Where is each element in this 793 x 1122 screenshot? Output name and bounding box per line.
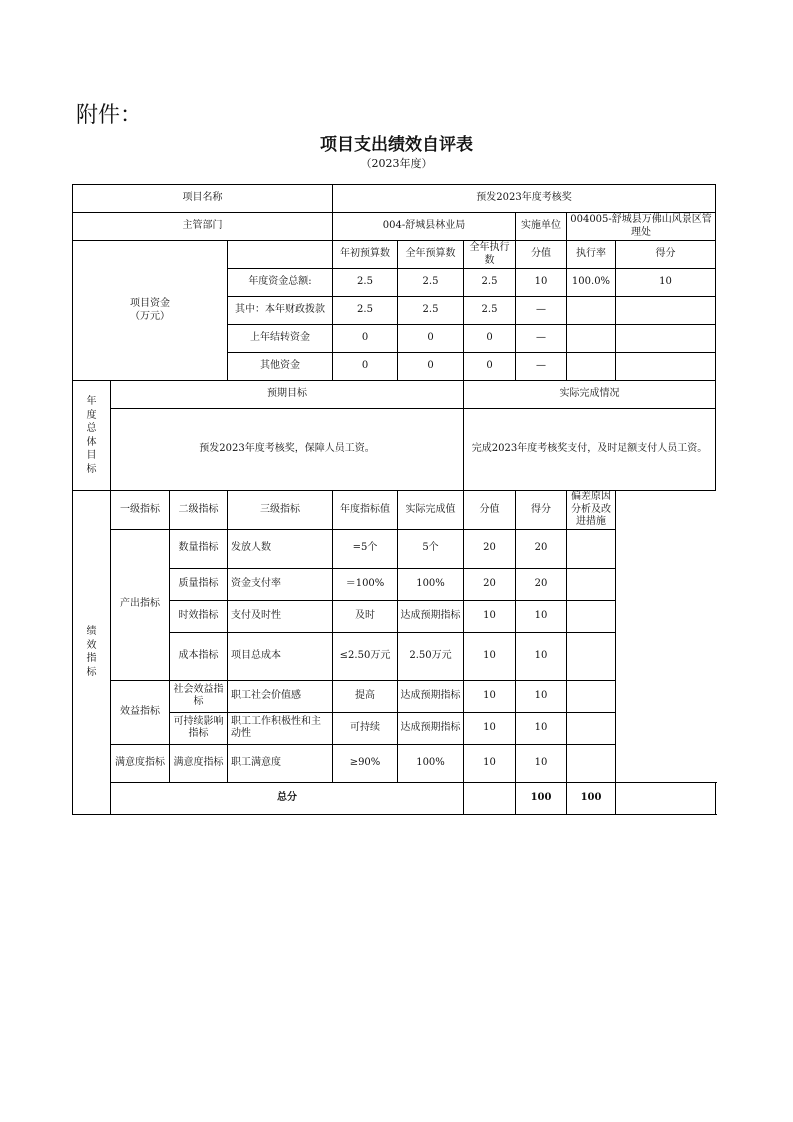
actual-cell: 达成预期指标 xyxy=(398,680,464,712)
target-cell: =5个 xyxy=(333,529,398,568)
dept-label: 主管部门 xyxy=(73,213,333,241)
level1-output: 产出指标 xyxy=(111,529,170,680)
score-cell: 10 xyxy=(516,744,567,782)
funds-header-cell: 全年预算数 xyxy=(398,241,464,269)
indicator-header-cell: 三级指标 xyxy=(228,491,333,530)
target-cell: 提高 xyxy=(333,680,398,712)
level2-cell: 质量指标 xyxy=(170,568,228,600)
actual-cell: 100% xyxy=(398,744,464,782)
funds-header-cell: 得分 xyxy=(616,241,716,269)
level1-satisfaction: 满意度指标 xyxy=(111,744,170,782)
funds-initial: 2.5 xyxy=(333,297,398,325)
note-cell xyxy=(567,680,616,712)
funds-score-value: — xyxy=(516,353,567,381)
indicator-header-cell: 二级指标 xyxy=(170,491,228,530)
funds-header-cell: 年初预算数 xyxy=(333,241,398,269)
actual-goal-text: 完成2023年度考核奖支付，及时足额支付人员工资。 xyxy=(464,409,716,491)
attachment-label: 附件： xyxy=(76,103,143,128)
funds-initial: 0 xyxy=(333,353,398,381)
indicator-row xyxy=(73,680,716,712)
indicator-row xyxy=(73,529,716,568)
indicator-row xyxy=(73,568,716,600)
funds-header-cell: 全年执行数 xyxy=(464,241,516,269)
note-cell xyxy=(567,600,616,632)
funds-executed: 2.5 xyxy=(464,269,516,297)
indicator-row xyxy=(73,632,716,680)
target-cell: ≥90% xyxy=(333,744,398,782)
funds-header-row xyxy=(73,241,716,269)
year-subtitle: （2023年度） xyxy=(360,157,433,170)
expected-goal-text: 预发2023年度考核奖，保障人员工资。 xyxy=(111,409,464,491)
level2-cell: 满意度指标 xyxy=(170,744,228,782)
dept-value: 004-舒城县林业局 xyxy=(333,213,516,241)
expected-goal-label: 预期目标 xyxy=(111,381,464,409)
value-cell: 10 xyxy=(464,744,516,782)
funds-rate xyxy=(567,353,616,381)
note-cell xyxy=(567,712,616,744)
indicator-row xyxy=(73,744,716,782)
funds-executed: 2.5 xyxy=(464,297,516,325)
score-cell: 10 xyxy=(516,680,567,712)
level2-cell: 可持续影响指标 xyxy=(170,712,228,744)
value-cell: 20 xyxy=(464,529,516,568)
funds-annual: 0 xyxy=(398,353,464,381)
level3-cell: 职工工作积极性和主动性 xyxy=(228,712,333,744)
indicator-header-cell: 实际完成值 xyxy=(398,491,464,530)
value-cell: 10 xyxy=(464,680,516,712)
funds-header-blank xyxy=(228,241,333,269)
funds-initial: 0 xyxy=(333,325,398,353)
score-cell: 20 xyxy=(516,529,567,568)
funds-rate xyxy=(567,297,616,325)
level1-effect: 效益指标 xyxy=(111,680,170,744)
funds-row-label: 其他资金 xyxy=(228,353,333,381)
total-score: 100 xyxy=(567,782,616,814)
score-cell: 10 xyxy=(516,600,567,632)
department-row xyxy=(73,213,716,241)
funds-header-cell: 分值 xyxy=(516,241,567,269)
actual-cell: 100% xyxy=(398,568,464,600)
funds-score xyxy=(616,297,716,325)
project-name-row xyxy=(73,185,716,213)
indicator-header-row xyxy=(73,491,716,530)
note-cell xyxy=(567,744,616,782)
indicator-row xyxy=(73,712,716,744)
funds-rate: 100.0% xyxy=(567,269,616,297)
project-name-value: 预发2023年度考核奖 xyxy=(333,185,716,213)
impl-value: 004005-舒城县万佛山风景区管理处 xyxy=(567,213,716,241)
actual-cell: 2.50万元 xyxy=(398,632,464,680)
level3-cell: 资金支付率 xyxy=(228,568,333,600)
funds-annual: 2.5 xyxy=(398,297,464,325)
level2-cell: 成本指标 xyxy=(170,632,228,680)
indicator-header-cell: 偏差原因分析及改进措施 xyxy=(567,491,616,530)
value-cell: 10 xyxy=(464,632,516,680)
note-cell xyxy=(567,632,616,680)
funds-score: 10 xyxy=(616,269,716,297)
actual-cell: 5个 xyxy=(398,529,464,568)
funds-rate xyxy=(567,325,616,353)
score-cell: 10 xyxy=(516,712,567,744)
level3-cell: 职工满意度 xyxy=(228,744,333,782)
indicator-header-cell: 分值 xyxy=(464,491,516,530)
funds-initial: 2.5 xyxy=(333,269,398,297)
funds-annual: 2.5 xyxy=(398,269,464,297)
indicator-row xyxy=(73,600,716,632)
target-cell: 可持续 xyxy=(333,712,398,744)
funds-annual: 0 xyxy=(398,325,464,353)
goals-header-row xyxy=(73,381,716,409)
goals-row xyxy=(73,409,716,491)
indicators-label: 绩 效 指 标 xyxy=(73,491,111,815)
target-cell: ≤2.50万元 xyxy=(333,632,398,680)
performance-table xyxy=(72,184,716,815)
value-cell: 10 xyxy=(464,600,516,632)
goals-label: 年 度 总 体 目 标 xyxy=(73,381,111,491)
level2-cell: 时效指标 xyxy=(170,600,228,632)
level3-cell: 职工社会价值感 xyxy=(228,680,333,712)
funds-header-cell: 执行率 xyxy=(567,241,616,269)
score-cell: 10 xyxy=(516,632,567,680)
target-cell: 及时 xyxy=(333,600,398,632)
total-note xyxy=(616,782,716,814)
funds-label: 项目资金 （万元） xyxy=(73,241,228,381)
impl-label: 实施单位 xyxy=(516,213,567,241)
level3-cell: 发放人数 xyxy=(228,529,333,568)
score-cell: 20 xyxy=(516,568,567,600)
actual-cell: 达成预期指标 xyxy=(398,712,464,744)
funds-row-label: 年度资金总额: xyxy=(228,269,333,297)
indicator-header-cell: 得分 xyxy=(516,491,567,530)
funds-score xyxy=(616,353,716,381)
value-cell: 20 xyxy=(464,568,516,600)
target-cell: ＝100% xyxy=(333,568,398,600)
note-cell xyxy=(567,568,616,600)
level3-cell: 项目总成本 xyxy=(228,632,333,680)
project-name-label: 项目名称 xyxy=(73,185,333,213)
funds-row-label: 上年结转资金 xyxy=(228,325,333,353)
level2-cell: 数量指标 xyxy=(170,529,228,568)
note-cell xyxy=(567,529,616,568)
page-title: 项目支出绩效自评表 xyxy=(320,135,473,155)
funds-score-value: — xyxy=(516,325,567,353)
funds-score-value: 10 xyxy=(516,269,567,297)
actual-goal-label: 实际完成情况 xyxy=(464,381,716,409)
level2-cell: 社会效益指标 xyxy=(170,680,228,712)
total-actual xyxy=(464,782,516,814)
actual-cell: 达成预期指标 xyxy=(398,600,464,632)
funds-score-value: — xyxy=(516,297,567,325)
funds-executed: 0 xyxy=(464,353,516,381)
total-label: 总分 xyxy=(111,782,464,814)
funds-score xyxy=(616,325,716,353)
value-cell: 10 xyxy=(464,712,516,744)
level3-cell: 支付及时性 xyxy=(228,600,333,632)
indicator-header-cell: 一级指标 xyxy=(111,491,170,530)
total-value: 100 xyxy=(516,782,567,814)
funds-row-label: 其中：本年财政拨款 xyxy=(228,297,333,325)
indicator-header-cell: 年度指标值 xyxy=(333,491,398,530)
total-row xyxy=(73,782,716,814)
funds-executed: 0 xyxy=(464,325,516,353)
